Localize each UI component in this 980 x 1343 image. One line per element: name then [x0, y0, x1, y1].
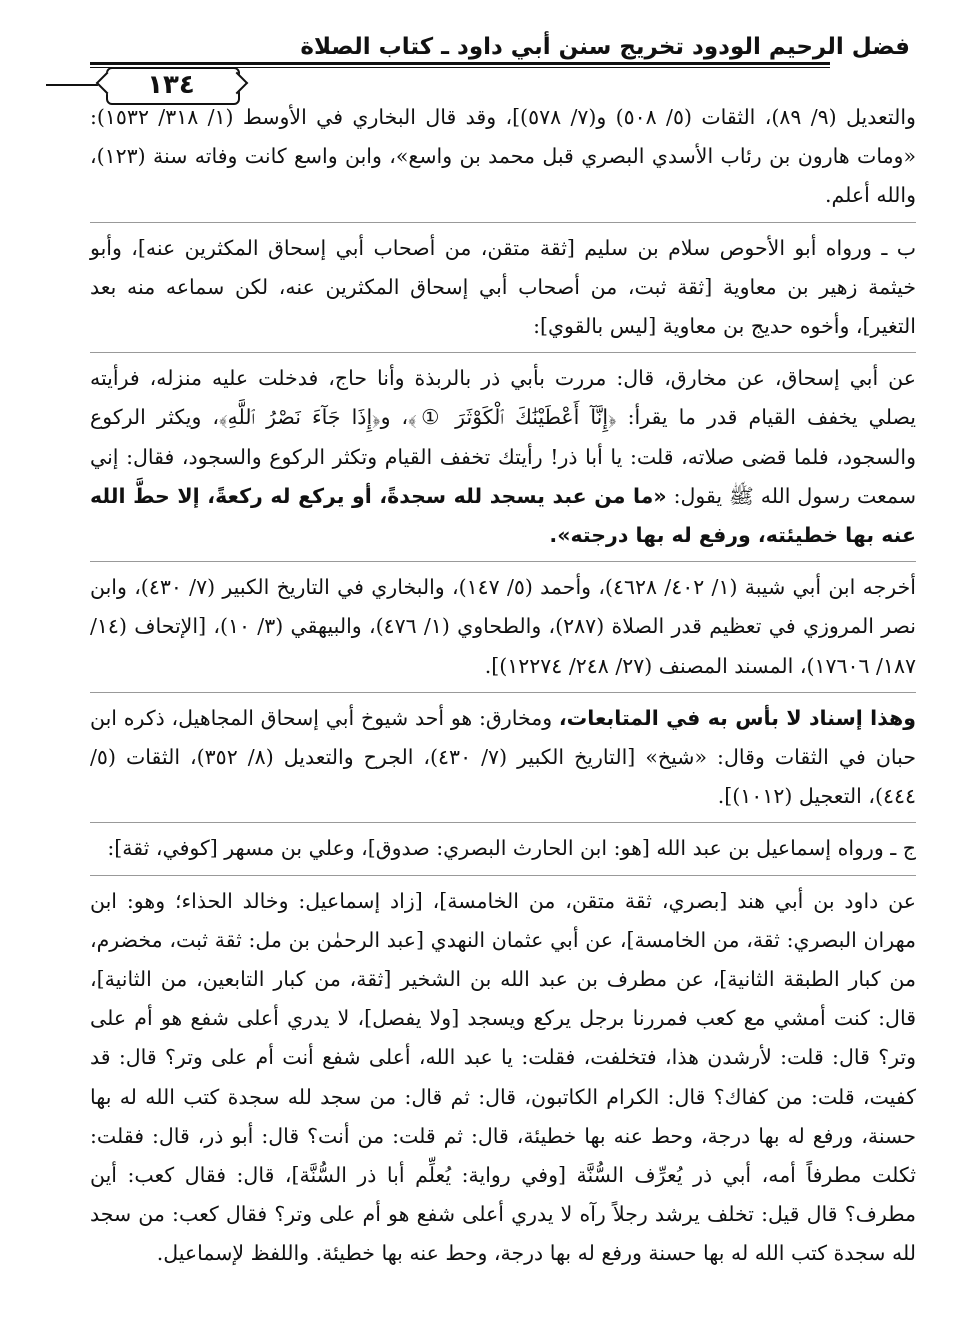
- page-number: ١٣٤: [147, 70, 195, 100]
- divider: [90, 222, 916, 223]
- paragraph: ج ـ ورواه إسماعيل بن عبد الله [هو: ابن الحارث البصري: صدوق]، وعلي بن مسهر [كوفي، ثقة]:: [107, 836, 916, 861]
- grading-verdict: وهذا إسناد لا بأس به في المتابعات،: [558, 705, 916, 730]
- takhrij-paragraph: أخرجه ابن أبي شيبة (١/ ٤٠٢/ ٤٦٢٨)، وأحمد (٥/ ١٤٧)، والبخاري في التاريخ الكبير (٧/ ٤٣٠)، وابن نصر المروزي في تعظيم قدر الصلاة (٢٨٧)، والطحاوي (١/ ٤٧٦)، والبيهقي (٣/ ١٠)، [الإتحاف (١٤/ ١٨٧/ ١٧٦٠٦)، المسند المصنف (٢٧/ ٢٤٨/ ١٢٢٧٤)].: [90, 575, 917, 678]
- paragraph: والتعديل (٩/ ٨٩)، الثقات (٥/ ٥٠٨) و(٧/ ٥٧٨)]، وقد قال البخاري في الأوسط (١/ ٣١٨/ ١٥٣٢): «ومات هارون بن رئاب الأسدي البصري قبل محمد بن واسع»، وابن واسع كانت وفاته سنة (١٢٣)، والله أعلم.: [90, 105, 916, 208]
- paragraph: عن داود بن أبي هند [بصري، ثقة متقن، من الخامسة]، [زاد إسماعيل: وخالد الحذاء؛ وهو: ابن مهران البصري: ثقة، من الخامسة]، عن أبي عثمان النهدي [عبد الرحمٰن بن مل: ثقة ثبت، مخضرم، من كبار الطبقة الثانية]، عن مطرف بن عبد الله بن الشخير [ثقة، من كبار التابعين، من الثانية]، قال: كنت أمشي مع كعب فمررنا برجل يركع ويسجد [ولا يفصل]، لا يدري أعلى شفع هو أم على وتر؟ قال: قلت: لأرشدن هذا، فتخلفت، فقلت: يا عبد الله، أعلى شفع أنت أم على وتر؟ قال: قد كفيت، قلت: من كفاك؟ قال: الكرام الكاتبون، قال: ثم قال: من سجد لله سجدة كتب الله له بها حسنة، ورفع له بها درجة، وحط عنه بها خطيئة، قال: ثم قلت: من أنت؟ قال: أبو ذر، قال: فقلت: ثكلت مطرفاً أمه، أبي ذر يُعرِّف السُّنَّة [وفي رواية: يُعلِّم أبا ذر السُّنَّة]، قال: فقال كعب: أين مطرف؟ قال قيل: تخلف يرشد رجلاً رآه لا يدري أعلى شفع هو أم على وتر؟ فقال كعب: من سجد لله سجدة كتب الله له بها حسنة ورفع له بها درجة، وحط عنه بها خطيئة. واللفظ لإسماعيل.: [90, 888, 916, 1266]
- paragraph: ب ـ ورواه أبو الأحوص سلام بن سليم [ثقة متقن، من أصحاب أبي إسحاق المكثرين عنه]، وأبو خيثمة زهير بن معاوية [ثقة ثبت، من أصحاب أبي إسحاق المكثرين عنه، لكن سماعه منه بعد التغير]، وأخوه حديج بن معاوية [ليس بالقوي]:: [90, 235, 916, 339]
- running-title: فضل الرحيم الودود تخريج سنن أبي داود ـ كتاب الصلاة: [300, 34, 910, 60]
- hadith-matn: «ما من عبد يسجد لله سجدةً، أو يركع له ركعةً، إلا حطَّ الله عنه بها خطيئته، ورفع له بها درجته».: [90, 483, 916, 548]
- divider: [90, 352, 916, 353]
- divider: [90, 875, 916, 876]
- page-body: [90, 98, 916, 1274]
- divider: [90, 822, 916, 823]
- hadith-chain: عن أبي إسحاق، عن مخارق، قال: مررت بأبي ذر بالربذة وأنا حاج، فدخلت عليه منزله، فرأيته يصلي يخفف القيام قدر ما يقرأ: ﴿إِنَّآ أَعْطَيْنَٰكَ ٱلْكَوْثَرَ ①﴾، و﴿إِذَا جَآءَ نَصْرُ ٱللَّهِ﴾، ويكثر الركوع والسجود، فلما قضى صلاته، قلت: يا أبا ذر! رأيتك تخفف القيام وتكثر الركوع والسجود، فقال: إني سمعت رسول الله ﷺ يقول:: [90, 366, 916, 508]
- hadith-paragraph: [90, 359, 916, 555]
- grading-paragraph: [90, 699, 916, 817]
- grading-notes: ومخارق: هو أحد شيوخ أبي إسحاق المجاهيل، ذكره ابن حبان في الثقات وقال: «شيخ» [التاريخ الكبير (٧/ ٤٣٠)، الجرح والتعديل (٨/ ٣٥٢)، الثقات (٥/ ٤٤٤)، التعجيل (١٠١٢)].: [90, 705, 916, 809]
- divider: [90, 692, 916, 693]
- page-header: [90, 20, 910, 100]
- divider: [90, 561, 916, 562]
- badge-line: [46, 84, 98, 86]
